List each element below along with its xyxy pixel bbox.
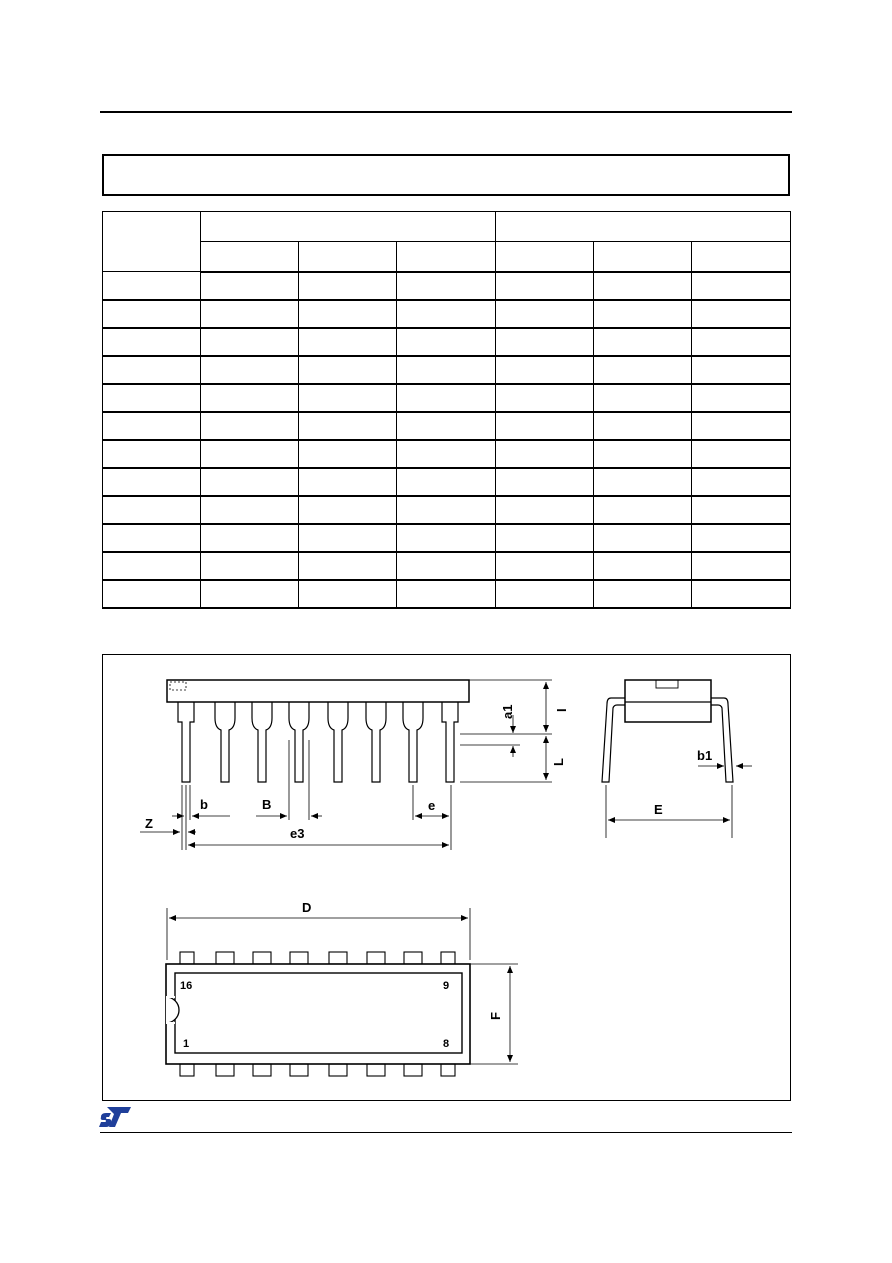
pin-9-label: 9 <box>443 980 450 992</box>
label-i: I <box>554 708 569 712</box>
label-e-upper: E <box>654 802 663 817</box>
side-view-leads <box>178 702 458 782</box>
side-view-labels <box>145 705 569 841</box>
top-view-pins-lower <box>180 1064 455 1076</box>
end-view <box>602 680 752 838</box>
footer-rule <box>100 1132 792 1133</box>
pin-1-label: 1 <box>183 1038 190 1050</box>
label-b: b <box>200 797 208 812</box>
side-view <box>140 680 552 850</box>
label-f: F <box>488 1012 503 1020</box>
label-e: e <box>428 798 436 813</box>
label-l: L <box>551 758 566 766</box>
label-b1: b1 <box>697 748 713 763</box>
label-d: D <box>302 900 312 915</box>
label-e3: e3 <box>290 826 305 841</box>
st-logo <box>99 1105 133 1129</box>
label-b-upper: B <box>262 797 272 812</box>
top-view-pins-upper <box>180 952 455 964</box>
top-view <box>166 908 518 1076</box>
pin-16-label: 16 <box>180 980 193 992</box>
label-a1: a1 <box>500 704 515 719</box>
end-view-labels <box>654 748 712 817</box>
pin-8-label: 8 <box>443 1038 450 1050</box>
label-z: Z <box>145 816 153 831</box>
